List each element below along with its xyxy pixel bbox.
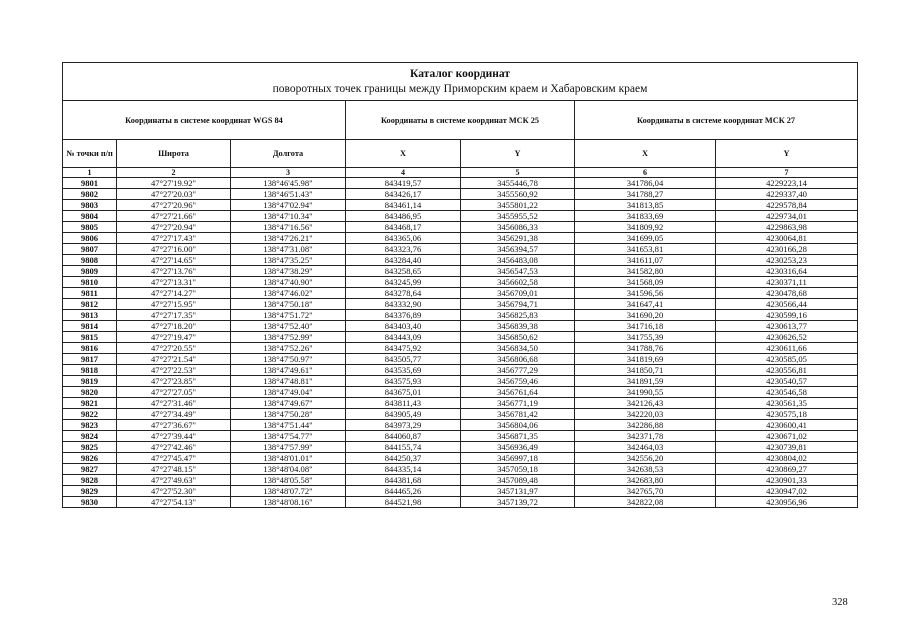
table-row	[63, 343, 858, 354]
point-number-cell: 9827	[63, 464, 117, 475]
point-number-cell: 9801	[63, 178, 117, 189]
table-row	[63, 321, 858, 332]
msk27-x-cell: 341813,85	[575, 200, 716, 211]
column-header: № точки п/п	[63, 140, 117, 168]
latitude-cell: 47°27'18.20"	[117, 321, 231, 332]
table-row	[63, 409, 858, 420]
table-row	[63, 266, 858, 277]
longitude-cell: 138°47'50.18"	[231, 299, 346, 310]
latitude-cell: 47°27'34.49"	[117, 409, 231, 420]
msk27-y-cell: 4230585,05	[716, 354, 858, 365]
msk27-y-cell: 4229734,01	[716, 211, 858, 222]
catalog-subtitle: поворотных точек границы между Приморским краем и Хабаровским краем	[272, 82, 648, 95]
table-row	[63, 387, 858, 398]
latitude-cell: 47°27'13.31"	[117, 277, 231, 288]
longitude-cell: 138°47'51.72"	[231, 310, 346, 321]
table-row	[63, 431, 858, 442]
msk25-x-cell: 843505,77	[346, 354, 461, 365]
longitude-cell: 138°47'51.44"	[231, 420, 346, 431]
point-number-cell: 9804	[63, 211, 117, 222]
latitude-cell: 47°27'23.85"	[117, 376, 231, 387]
table-row	[63, 354, 858, 365]
longitude-cell: 138°47'50.28"	[231, 409, 346, 420]
point-number-cell: 9816	[63, 343, 117, 354]
msk25-y-cell: 3456086,33	[461, 222, 575, 233]
msk27-y-cell: 4230613,77	[716, 321, 858, 332]
msk27-y-cell: 4230546,58	[716, 387, 858, 398]
msk25-x-cell: 844465,26	[346, 486, 461, 497]
msk27-x-cell: 342822,08	[575, 497, 716, 508]
msk25-y-cell: 3456291,38	[461, 233, 575, 244]
latitude-cell: 47°27'14.27"	[117, 288, 231, 299]
msk25-y-cell: 3456709,01	[461, 288, 575, 299]
table-row	[63, 453, 858, 464]
title-block	[63, 63, 858, 101]
msk27-y-cell: 4230064,81	[716, 233, 858, 244]
table-row	[63, 244, 858, 255]
point-number-cell: 9802	[63, 189, 117, 200]
msk25-y-cell: 3457059,18	[461, 464, 575, 475]
msk25-x-cell: 843468,17	[346, 222, 461, 233]
longitude-cell: 138°47'52.40"	[231, 321, 346, 332]
msk27-y-cell: 4230739,81	[716, 442, 858, 453]
point-number-cell: 9823	[63, 420, 117, 431]
msk25-y-cell: 3456804,06	[461, 420, 575, 431]
latitude-cell: 47°27'17.35"	[117, 310, 231, 321]
column-number: 1	[63, 168, 117, 178]
msk27-x-cell: 342683,80	[575, 475, 716, 486]
group-header-msk25: Координаты в системе координат МСК 25	[346, 101, 575, 140]
msk25-y-cell: 3456547,53	[461, 266, 575, 277]
column-header: Y	[716, 140, 858, 168]
msk25-x-cell: 843365,06	[346, 233, 461, 244]
msk27-x-cell: 341699,05	[575, 233, 716, 244]
msk27-y-cell: 4230600,41	[716, 420, 858, 431]
latitude-cell: 47°27'36.67"	[117, 420, 231, 431]
point-number-cell: 9817	[63, 354, 117, 365]
latitude-cell: 47°27'13.76"	[117, 266, 231, 277]
msk25-y-cell: 3456771,19	[461, 398, 575, 409]
latitude-cell: 47°27'21.54"	[117, 354, 231, 365]
msk27-y-cell: 4230599,16	[716, 310, 858, 321]
msk25-y-cell: 3455446,78	[461, 178, 575, 189]
point-number-cell: 9824	[63, 431, 117, 442]
latitude-cell: 47°27'20.94"	[117, 222, 231, 233]
longitude-cell: 138°47'40.90"	[231, 277, 346, 288]
msk25-y-cell: 3456794,71	[461, 299, 575, 310]
msk27-x-cell: 341788,76	[575, 343, 716, 354]
group-header-msk27: Координаты в системе координат МСК 27	[575, 101, 858, 140]
table-row	[63, 222, 858, 233]
msk25-y-cell: 3456777,29	[461, 365, 575, 376]
msk27-y-cell: 4230478,68	[716, 288, 858, 299]
longitude-cell: 138°47'48.81"	[231, 376, 346, 387]
point-number-cell: 9821	[63, 398, 117, 409]
point-number-cell: 9830	[63, 497, 117, 508]
point-number-cell: 9812	[63, 299, 117, 310]
msk25-y-cell: 3456761,64	[461, 387, 575, 398]
msk27-x-cell: 341690,20	[575, 310, 716, 321]
msk27-x-cell: 342126,43	[575, 398, 716, 409]
msk27-y-cell: 4230956,96	[716, 497, 858, 508]
msk25-x-cell: 843905,49	[346, 409, 461, 420]
msk25-x-cell: 843973,29	[346, 420, 461, 431]
msk27-x-cell: 341833,69	[575, 211, 716, 222]
point-number-cell: 9829	[63, 486, 117, 497]
msk27-y-cell: 4230166,28	[716, 244, 858, 255]
msk27-y-cell: 4229578,84	[716, 200, 858, 211]
msk27-y-cell: 4230626,52	[716, 332, 858, 343]
msk27-x-cell: 341786,04	[575, 178, 716, 189]
point-number-cell: 9815	[63, 332, 117, 343]
msk25-x-cell: 843486,95	[346, 211, 461, 222]
longitude-cell: 138°47'46.02"	[231, 288, 346, 299]
longitude-cell: 138°47'26.21"	[231, 233, 346, 244]
longitude-cell: 138°46'45.98"	[231, 178, 346, 189]
msk25-x-cell: 844060,87	[346, 431, 461, 442]
table-row	[63, 442, 858, 453]
msk27-x-cell: 342464,03	[575, 442, 716, 453]
msk25-x-cell: 843461,14	[346, 200, 461, 211]
msk25-x-cell: 843258,65	[346, 266, 461, 277]
msk25-y-cell: 3456394,57	[461, 244, 575, 255]
msk27-x-cell: 341582,80	[575, 266, 716, 277]
msk27-x-cell: 341788,27	[575, 189, 716, 200]
latitude-cell: 47°27'15.95"	[117, 299, 231, 310]
table-row	[63, 420, 858, 431]
latitude-cell: 47°27'20.55"	[117, 343, 231, 354]
column-header: X	[575, 140, 716, 168]
msk25-x-cell: 843278,64	[346, 288, 461, 299]
point-number-cell: 9808	[63, 255, 117, 266]
msk25-y-cell: 3455801,22	[461, 200, 575, 211]
msk27-y-cell: 4230253,23	[716, 255, 858, 266]
table-row	[63, 475, 858, 486]
table-row	[63, 398, 858, 409]
page-number: 328	[832, 597, 848, 608]
point-number-cell: 9806	[63, 233, 117, 244]
msk25-x-cell: 844521,98	[346, 497, 461, 508]
msk25-y-cell: 3455560,92	[461, 189, 575, 200]
msk27-x-cell: 341809,92	[575, 222, 716, 233]
msk25-x-cell: 843535,69	[346, 365, 461, 376]
latitude-cell: 47°27'22.53"	[117, 365, 231, 376]
point-number-cell: 9805	[63, 222, 117, 233]
msk25-y-cell: 3456825,83	[461, 310, 575, 321]
msk27-x-cell: 341568,09	[575, 277, 716, 288]
longitude-cell: 138°47'31.08"	[231, 244, 346, 255]
point-number-cell: 9818	[63, 365, 117, 376]
msk27-y-cell: 4230901,33	[716, 475, 858, 486]
column-header: Широта	[117, 140, 231, 168]
msk25-x-cell: 843403,40	[346, 321, 461, 332]
msk27-x-cell: 341891,59	[575, 376, 716, 387]
column-header: Y	[461, 140, 575, 168]
msk25-y-cell: 3456850,62	[461, 332, 575, 343]
table-row	[63, 365, 858, 376]
longitude-cell: 138°48'01.01"	[231, 453, 346, 464]
msk25-x-cell: 843323,76	[346, 244, 461, 255]
msk25-y-cell: 3456936,49	[461, 442, 575, 453]
longitude-cell: 138°47'52.99"	[231, 332, 346, 343]
msk25-x-cell: 843245,99	[346, 277, 461, 288]
latitude-cell: 47°27'54.13"	[117, 497, 231, 508]
msk27-y-cell: 4230556,81	[716, 365, 858, 376]
msk25-x-cell: 843332,90	[346, 299, 461, 310]
longitude-cell: 138°46'51.43"	[231, 189, 346, 200]
longitude-cell: 138°47'10.34"	[231, 211, 346, 222]
point-number-cell: 9813	[63, 310, 117, 321]
msk27-y-cell: 4229223,14	[716, 178, 858, 189]
longitude-cell: 138°47'16.56"	[231, 222, 346, 233]
table-row	[63, 288, 858, 299]
point-number-cell: 9822	[63, 409, 117, 420]
point-number-cell: 9809	[63, 266, 117, 277]
longitude-cell: 138°47'57.99"	[231, 442, 346, 453]
column-number: 3	[231, 168, 346, 178]
msk27-x-cell: 342286,88	[575, 420, 716, 431]
msk25-x-cell: 843419,57	[346, 178, 461, 189]
latitude-cell: 47°27'39.44"	[117, 431, 231, 442]
column-number: 4	[346, 168, 461, 178]
msk25-y-cell: 3456806,68	[461, 354, 575, 365]
column-header: X	[346, 140, 461, 168]
latitude-cell: 47°27'27.05"	[117, 387, 231, 398]
latitude-cell: 47°27'17.43"	[117, 233, 231, 244]
msk25-x-cell: 843284,40	[346, 255, 461, 266]
msk25-y-cell: 3457089,48	[461, 475, 575, 486]
msk27-x-cell: 342638,53	[575, 464, 716, 475]
msk27-y-cell: 4229337,40	[716, 189, 858, 200]
table-row	[63, 189, 858, 200]
table-row	[63, 178, 858, 189]
longitude-cell: 138°47'38.29"	[231, 266, 346, 277]
msk25-y-cell: 3456602,58	[461, 277, 575, 288]
longitude-cell: 138°47'02.94"	[231, 200, 346, 211]
column-number: 5	[461, 168, 575, 178]
msk25-x-cell: 843575,93	[346, 376, 461, 387]
msk27-y-cell: 4230611,66	[716, 343, 858, 354]
msk27-y-cell: 4230566,44	[716, 299, 858, 310]
longitude-cell: 138°47'35.25"	[231, 255, 346, 266]
msk27-x-cell: 342220,03	[575, 409, 716, 420]
point-number-cell: 9825	[63, 442, 117, 453]
table-row	[63, 299, 858, 310]
latitude-cell: 47°27'49.63"	[117, 475, 231, 486]
msk25-x-cell: 844155,74	[346, 442, 461, 453]
msk25-y-cell: 3456759,46	[461, 376, 575, 387]
table-row	[63, 376, 858, 387]
longitude-cell: 138°48'04.08"	[231, 464, 346, 475]
point-number-cell: 9811	[63, 288, 117, 299]
group-header-wgs84: Координаты в системе координат WGS 84	[63, 101, 346, 140]
longitude-cell: 138°47'49.04"	[231, 387, 346, 398]
longitude-cell: 138°48'05.58"	[231, 475, 346, 486]
msk27-y-cell: 4230316,64	[716, 266, 858, 277]
msk25-y-cell: 3456997,18	[461, 453, 575, 464]
longitude-cell: 138°47'49.61"	[231, 365, 346, 376]
latitude-cell: 47°27'19.92"	[117, 178, 231, 189]
latitude-cell: 47°27'14.65"	[117, 255, 231, 266]
longitude-cell: 138°47'50.97"	[231, 354, 346, 365]
table-row	[63, 332, 858, 343]
longitude-cell: 138°47'49.67"	[231, 398, 346, 409]
longitude-cell: 138°47'52.26"	[231, 343, 346, 354]
msk27-x-cell: 342371,78	[575, 431, 716, 442]
msk27-x-cell: 342765,70	[575, 486, 716, 497]
column-header: Долгота	[231, 140, 346, 168]
latitude-cell: 47°27'31.46"	[117, 398, 231, 409]
msk27-y-cell: 4229863,98	[716, 222, 858, 233]
msk27-y-cell: 4230671,02	[716, 431, 858, 442]
coordinate-table	[62, 62, 858, 508]
msk25-y-cell: 3457131,97	[461, 486, 575, 497]
msk25-x-cell: 844250,37	[346, 453, 461, 464]
msk27-x-cell: 341990,55	[575, 387, 716, 398]
table-row	[63, 277, 858, 288]
msk27-x-cell: 341850,71	[575, 365, 716, 376]
table-row	[63, 233, 858, 244]
msk27-y-cell: 4230561,35	[716, 398, 858, 409]
msk25-y-cell: 3456839,38	[461, 321, 575, 332]
longitude-cell: 138°48'08.16"	[231, 497, 346, 508]
msk27-x-cell: 341611,07	[575, 255, 716, 266]
msk27-y-cell: 4230804,02	[716, 453, 858, 464]
latitude-cell: 47°27'20.96"	[117, 200, 231, 211]
point-number-cell: 9828	[63, 475, 117, 486]
msk25-x-cell: 844381,68	[346, 475, 461, 486]
column-number: 2	[117, 168, 231, 178]
longitude-cell: 138°47'54.77"	[231, 431, 346, 442]
latitude-cell: 47°27'42.46"	[117, 442, 231, 453]
msk25-x-cell: 843443,09	[346, 332, 461, 343]
point-number-cell: 9807	[63, 244, 117, 255]
table-row	[63, 310, 858, 321]
msk27-x-cell: 341755,39	[575, 332, 716, 343]
latitude-cell: 47°27'52.30"	[117, 486, 231, 497]
msk27-y-cell: 4230947,02	[716, 486, 858, 497]
point-number-cell: 9810	[63, 277, 117, 288]
table-row	[63, 255, 858, 266]
msk25-x-cell: 843376,89	[346, 310, 461, 321]
msk25-x-cell: 843475,92	[346, 343, 461, 354]
msk25-y-cell: 3456834,50	[461, 343, 575, 354]
table-row	[63, 464, 858, 475]
latitude-cell: 47°27'16.00"	[117, 244, 231, 255]
msk27-x-cell: 342556,20	[575, 453, 716, 464]
table-row	[63, 486, 858, 497]
point-number-cell: 9826	[63, 453, 117, 464]
msk27-y-cell: 4230869,27	[716, 464, 858, 475]
latitude-cell: 47°27'45.47"	[117, 453, 231, 464]
column-number: 7	[716, 168, 858, 178]
msk27-x-cell: 341596,56	[575, 288, 716, 299]
table-row	[63, 211, 858, 222]
table-row	[63, 200, 858, 211]
msk25-x-cell: 844335,14	[346, 464, 461, 475]
latitude-cell: 47°27'19.47"	[117, 332, 231, 343]
catalog-title: Каталог координат	[410, 67, 511, 80]
latitude-cell: 47°27'21.66"	[117, 211, 231, 222]
latitude-cell: 47°27'20.03"	[117, 189, 231, 200]
column-number: 6	[575, 168, 716, 178]
point-number-cell: 9803	[63, 200, 117, 211]
msk25-y-cell: 3456781,42	[461, 409, 575, 420]
msk27-y-cell: 4230371,11	[716, 277, 858, 288]
longitude-cell: 138°48'07.72"	[231, 486, 346, 497]
msk27-x-cell: 341653,81	[575, 244, 716, 255]
point-number-cell: 9814	[63, 321, 117, 332]
msk27-x-cell: 341716,18	[575, 321, 716, 332]
msk25-x-cell: 843811,43	[346, 398, 461, 409]
msk25-y-cell: 3456483,08	[461, 255, 575, 266]
latitude-cell: 47°27'48.15"	[117, 464, 231, 475]
msk25-y-cell: 3457139,72	[461, 497, 575, 508]
msk25-x-cell: 843675,01	[346, 387, 461, 398]
msk27-x-cell: 341647,41	[575, 299, 716, 310]
point-number-cell: 9820	[63, 387, 117, 398]
point-number-cell: 9819	[63, 376, 117, 387]
msk27-y-cell: 4230540,57	[716, 376, 858, 387]
msk25-x-cell: 843426,17	[346, 189, 461, 200]
msk25-y-cell: 3455955,52	[461, 211, 575, 222]
table-row	[63, 497, 858, 508]
coordinate-catalog-sheet	[62, 62, 857, 508]
msk27-x-cell: 341819,69	[575, 354, 716, 365]
msk27-y-cell: 4230575,18	[716, 409, 858, 420]
msk25-y-cell: 3456871,35	[461, 431, 575, 442]
